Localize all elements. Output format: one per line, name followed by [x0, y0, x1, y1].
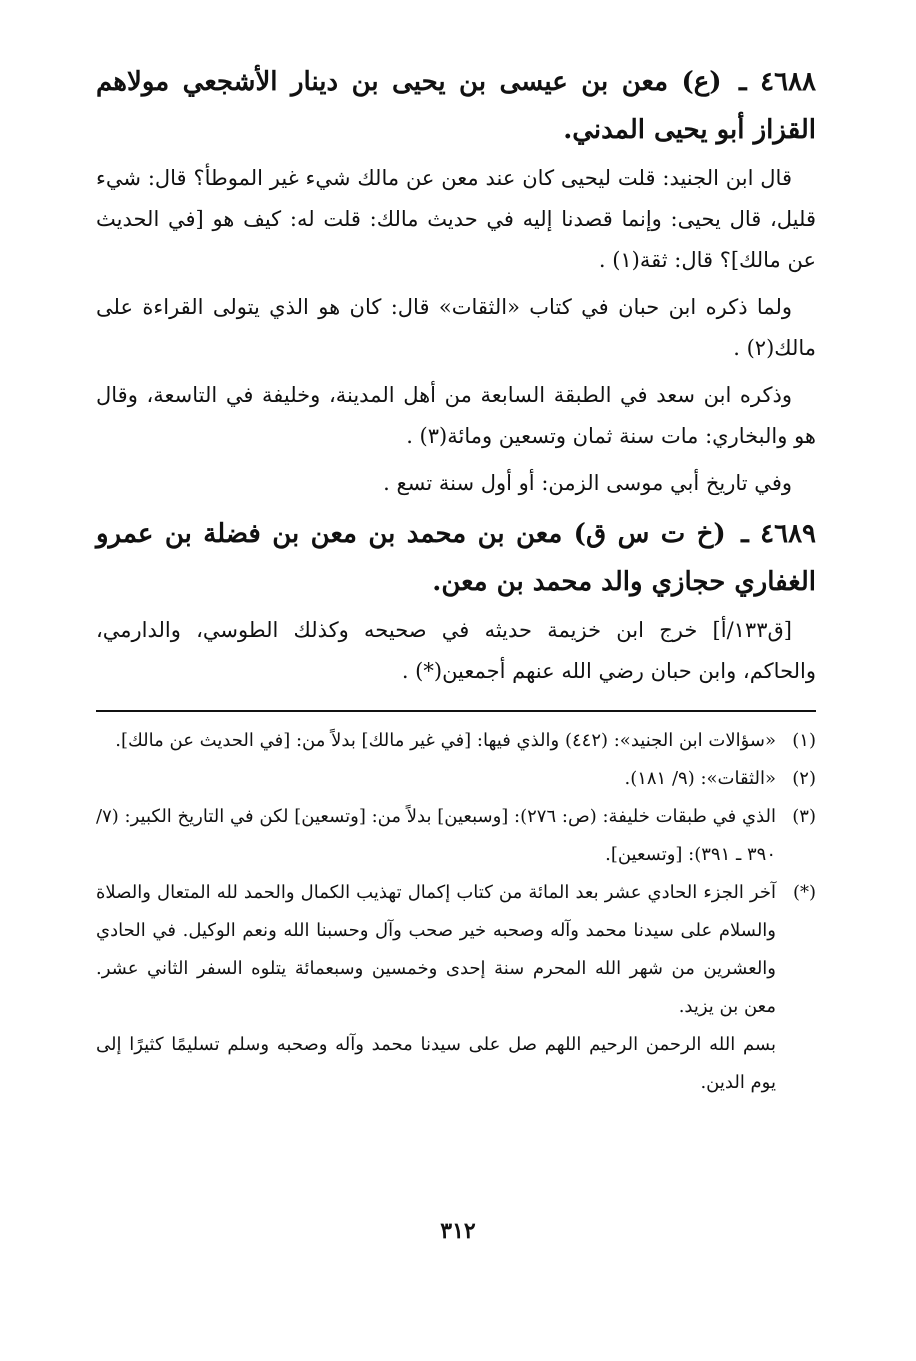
page-number: ٣١٢ [440, 1218, 476, 1244]
entry-paragraph: ولما ذكره ابن حبان في كتاب «الثقات» قال: كان هو الذي يتولى القراءة على مالك(٢) . [96, 295, 816, 360]
entry-title: (ع) معن بن عيسى بن يحيى بن دينار الأشجعي مولاهم القزاز أبو يحيى المدني. [96, 67, 816, 145]
footnote [96, 722, 816, 760]
footnote-text: الذي في طبقات خليفة: (ص: ٢٧٦): [وسبعين] بدلاً من: [وتسعين] لكن في التاريخ الكبير: (٧/ ٣٩٠ ـ ٣٩١): [وتسعين]. [96, 806, 776, 865]
entry-heading [96, 510, 816, 606]
footnote-text: «سؤالات ابن الجنيد»: (٤٤٢) والذي فيها: [في غير مالك] بدلاً من: [في الحديث عن مالك]. [115, 730, 776, 751]
entry-paragraph: قال ابن الجنيد: قلت ليحيى كان عند معن عن مالك شيء غير الموطأ؟ قال: شيء قليل، قال يحيى: وإنما قصدنا إليه في حديث مالك: قلت له: كيف هو [في الحديث عن مالك]؟ قال: ثقة(١) . [96, 166, 816, 272]
entry-number: ٤٦٨٩ ـ [741, 519, 817, 549]
footnote [96, 874, 816, 1026]
footnote-mark: (١) [792, 730, 816, 751]
footnote-mark: (*) [792, 882, 816, 903]
footnote [96, 760, 816, 798]
entry-paragraph: وفي تاريخ أبي موسى الزمن: أو أول سنة تسع . [383, 471, 792, 495]
entry-paragraph: وذكره ابن سعد في الطبقة السابعة من أهل المدينة، وخليفة في التاسعة، وقال هو والبخاري: مات سنة ثمان وتسعين ومائة(٣) . [96, 383, 816, 448]
entry-paragraph: [ق١٣٣/أ] خرج ابن خزيمة حديثه في صحيحه وكذلك الطوسي، والدارمي، والحاكم، وابن حبان رضي الله عنهم أجمعين(*) . [96, 618, 816, 683]
footnote-continuation: بسم الله الرحمن الرحيم اللهم صل على سيدنا محمد وآله وصحبه وسلم تسليمًا كثيرًا إلى يوم الدين. [96, 1034, 776, 1093]
footnote [96, 798, 816, 874]
footnote-mark: (٣) [792, 806, 816, 827]
entry-heading [96, 58, 816, 154]
entry-number: ٤٦٨٨ ـ [739, 67, 816, 97]
footnote-text: آخر الجزء الحادي عشر بعد المائة من كتاب إكمال تهذيب الكمال والحمد لله المتعال والصلاة والسلام على سيدنا محمد وآله وصحبه خير صحب وآل وحسبنا الله ونعم الوكيل. في الحادي والعشرين من شهر الله المحرم سنة إحدى وخمسين وسبعمائة يتلوه السفر الثاني عشر. معن بن يزيد. [96, 882, 776, 1017]
entry-title: (خ ت س ق) معن بن محمد بن معن بن فضلة بن عمرو الغفاري حجازي والد محمد بن معن. [96, 519, 816, 597]
footnote-mark: (٢) [792, 768, 816, 789]
footnote-divider [96, 710, 816, 712]
footnote-text: «الثقات»: (٩/ ١٨١). [624, 768, 776, 789]
